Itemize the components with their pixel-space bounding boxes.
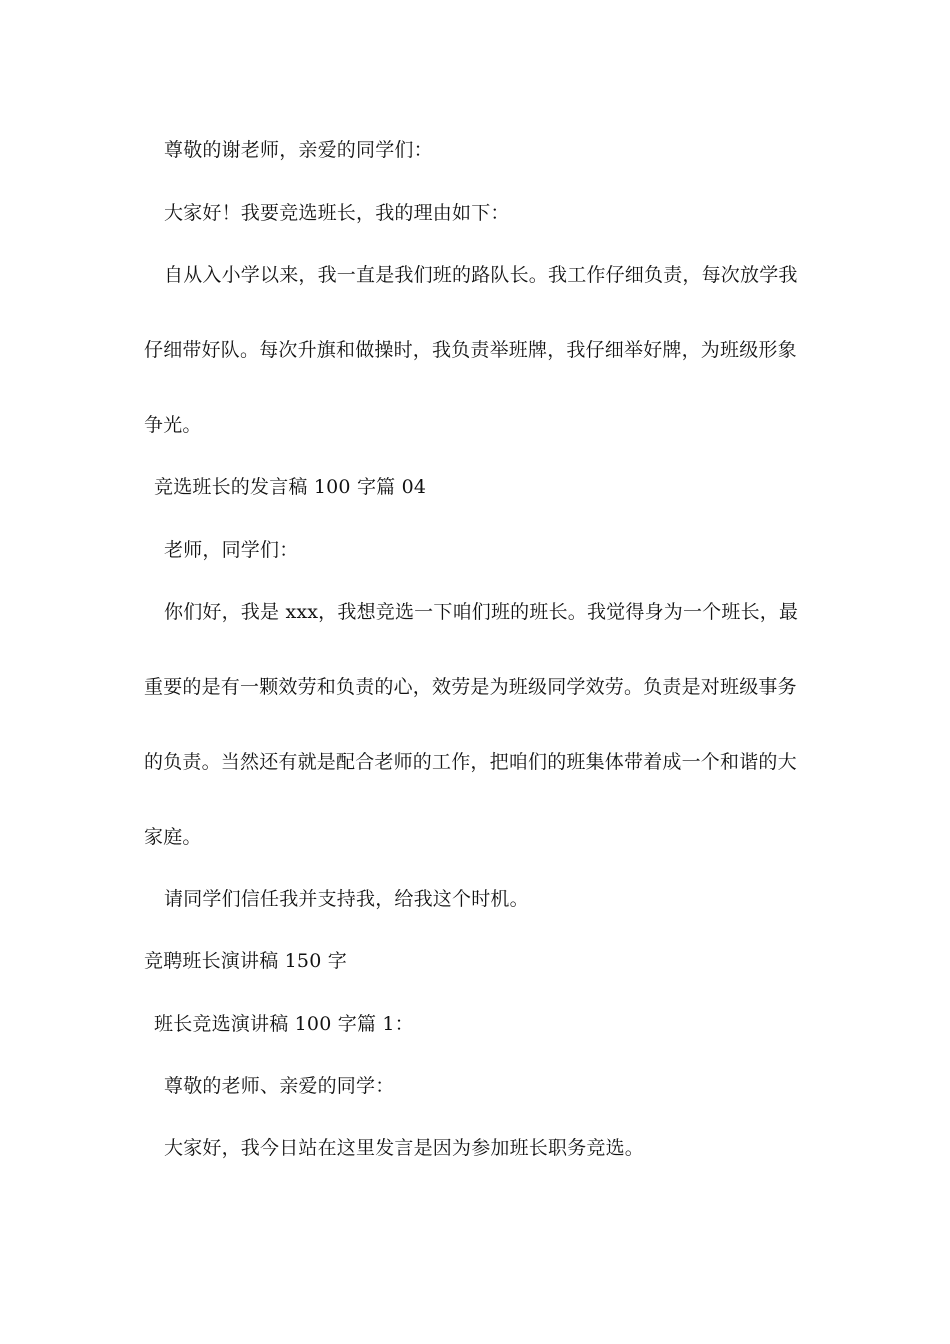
paragraph-line: 家庭。 xyxy=(144,826,202,848)
salutation-line: 老师，同学们： xyxy=(164,539,299,561)
greeting-line: 大家好！我要竞选班长，我的理由如下： xyxy=(164,202,510,224)
salutation-line: 尊敬的老师、亲爱的同学： xyxy=(164,1075,395,1097)
paragraph-line: 大家好，我今日站在这里发言是因为参加班长职务竞选。 xyxy=(164,1137,645,1159)
paragraph-line: 你们好，我是 xxx，我想竞选一下咱们班的班长。我觉得身为一个班长，最 xyxy=(164,601,799,623)
section-heading: 竞聘班长演讲稿 150 字 xyxy=(144,950,347,972)
paragraph-line: 重要的是有一颗效劳和负责的心，效劳是为班级同学效劳。负责是对班级事务 xyxy=(144,676,797,698)
salutation-line: 尊敬的谢老师，亲爱的同学们： xyxy=(164,139,433,161)
paragraph-line: 自从入小学以来，我一直是我们班的路队长。我工作仔细负责，每次放学我 xyxy=(164,264,798,286)
paragraph-line: 请同学们信任我并支持我，给我这个时机。 xyxy=(164,888,529,910)
section-heading: 竞选班长的发言稿 100 字篇 04 xyxy=(154,476,427,498)
paragraph-line: 争光。 xyxy=(144,414,202,436)
paragraph-line: 仔细带好队。每次升旗和做操时，我负责举班牌，我仔细举好牌，为班级形象 xyxy=(144,339,797,361)
section-heading: 班长竞选演讲稿 100 字篇 1： xyxy=(154,1013,414,1035)
paragraph-line: 的负责。当然还有就是配合老师的工作，把咱们的班集体带着成一个和谐的大 xyxy=(144,751,797,773)
